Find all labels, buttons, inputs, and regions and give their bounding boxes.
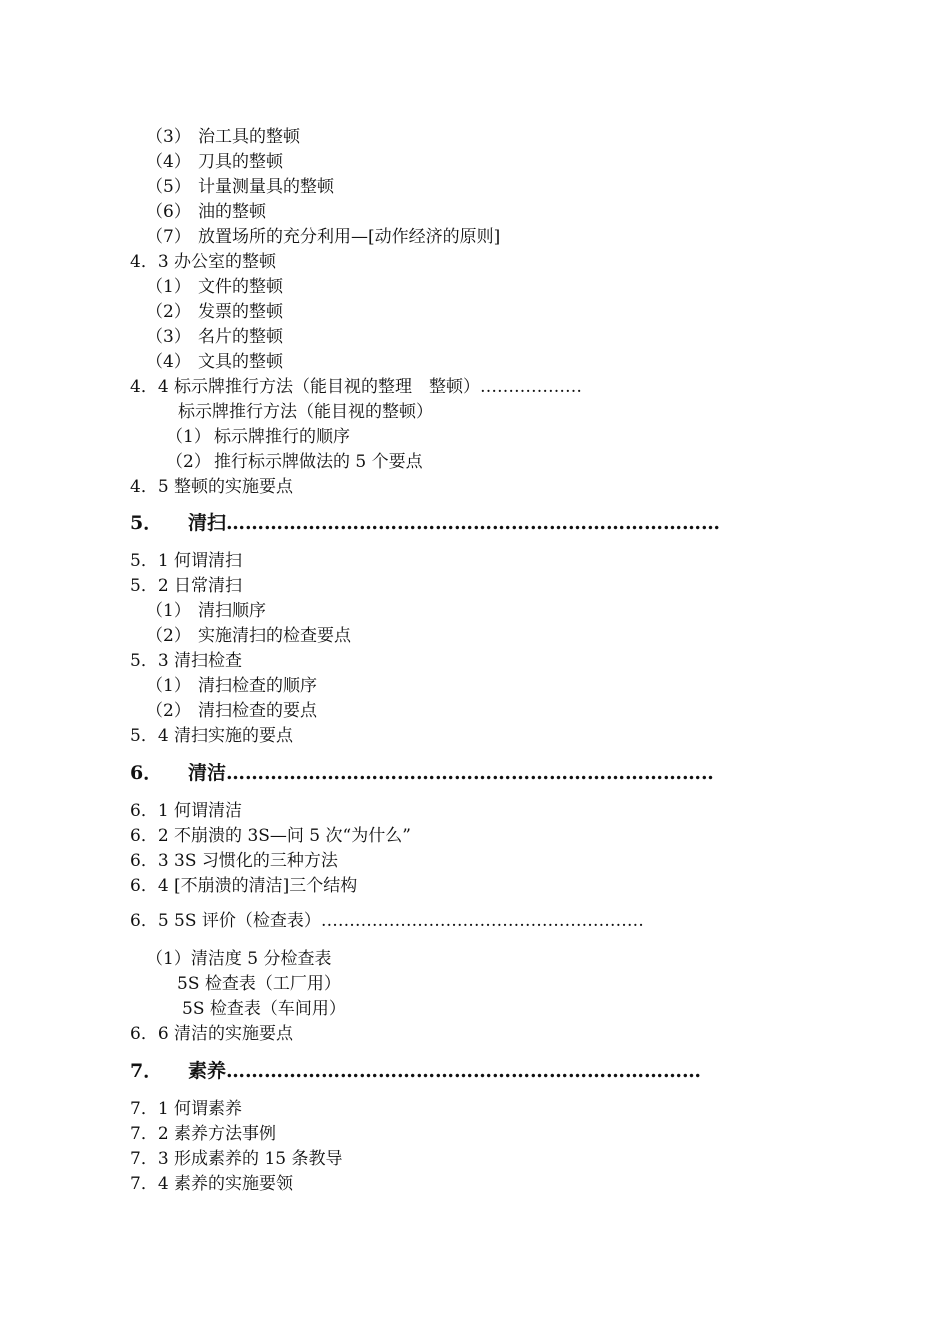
list-item — [146, 326, 283, 348]
item-mark: （6） — [146, 202, 191, 222]
toc-entry-4-3: 4．3 办公室的整顿 — [130, 252, 277, 272]
list-item — [166, 426, 350, 448]
toc-subentry: 标示牌推行方法（能目视的整顿） — [178, 402, 433, 422]
section-heading-6 — [130, 760, 714, 786]
toc-entry-7-2: 7．2 素养方法事例 — [130, 1124, 277, 1144]
toc-entry-6-4: 6．4 [不崩溃的清洁]三个结构 — [130, 876, 358, 896]
heading-number: 7． — [130, 1060, 163, 1082]
toc-entry-5-4: 5．4 清扫实施的要点 — [130, 726, 294, 746]
item-mark: （1） — [146, 601, 191, 621]
toc-entry-6-5: 6．5 5S 评价（检查表）………………………………………………… — [130, 911, 644, 931]
section-heading-7 — [130, 1058, 701, 1084]
toc-subentry: 5S 检查表（车间用） — [182, 999, 346, 1019]
item-mark: （7） — [146, 227, 191, 247]
list-item — [146, 226, 500, 248]
item-mark: （2） — [146, 701, 191, 721]
item-mark: （2） — [146, 302, 191, 322]
toc-entry-4-5: 4．5 整顿的实施要点 — [130, 477, 294, 497]
item-text: 名片的整顿 — [198, 327, 283, 347]
list-item — [146, 176, 334, 198]
item-mark: （2） — [146, 626, 191, 646]
item-mark: （2） — [166, 452, 211, 472]
item-mark: （4） — [146, 352, 191, 372]
toc-entry-6-1: 6．1 何谓清洁 — [130, 801, 243, 821]
toc-entry-6-2: 6．2 不崩溃的 3S—问 5 次“为什么” — [130, 826, 411, 846]
toc-subentry: 5S 检查表（工厂用） — [177, 974, 341, 994]
toc-subentry: （1）清洁度 5 分检查表 — [146, 949, 332, 969]
section-heading-5 — [130, 510, 720, 536]
heading-title: 清洁…………………………………………………………………‥ — [188, 762, 714, 784]
list-item — [146, 201, 266, 223]
item-text: 文件的整顿 — [198, 277, 283, 297]
list-item — [146, 700, 317, 722]
item-text: 标示牌推行的顺序 — [214, 427, 350, 447]
toc-entry-6-6: 6．6 清洁的实施要点 — [130, 1024, 294, 1044]
item-mark: （1） — [166, 427, 211, 447]
toc-entry-5-3: 5．3 清扫检查 — [130, 651, 243, 671]
item-text: 刀具的整顿 — [198, 152, 283, 172]
list-item — [146, 600, 266, 622]
item-text: 清扫顺序 — [198, 601, 266, 621]
toc-entry-5-2: 5．2 日常清扫 — [130, 576, 243, 596]
item-text: 放置场所的充分利用—[动作经济的原则] — [198, 227, 501, 247]
item-mark: （1） — [146, 277, 191, 297]
item-text: 计量测量具的整顿 — [198, 177, 334, 197]
item-mark: （5） — [146, 177, 191, 197]
list-item — [146, 675, 317, 697]
heading-number: 5． — [130, 512, 163, 534]
list-item — [166, 451, 423, 473]
item-mark: （1） — [146, 676, 191, 696]
item-mark: （3） — [146, 327, 191, 347]
item-mark: （4） — [146, 152, 191, 172]
heading-number: 6． — [130, 762, 163, 784]
item-text: 发票的整顿 — [198, 302, 283, 322]
item-text: 文具的整顿 — [198, 352, 283, 372]
toc-entry-7-4: 7．4 素养的实施要领 — [130, 1174, 294, 1194]
item-text: 治工具的整顿 — [198, 127, 300, 147]
item-mark: （3） — [146, 127, 191, 147]
toc-entry-4-4: 4．4 标示牌推行方法（能目视的整理 整顿）……………… — [130, 377, 583, 397]
item-text: 清扫检查的要点 — [198, 701, 317, 721]
list-item — [146, 276, 283, 298]
toc-entry-7-3: 7．3 形成素养的 15 条教导 — [130, 1149, 343, 1169]
list-item — [146, 301, 283, 323]
item-text: 实施清扫的检查要点 — [198, 626, 351, 646]
list-item — [146, 151, 283, 173]
toc-entry-7-1: 7．1 何谓素养 — [130, 1099, 243, 1119]
toc-entry-5-1: 5．1 何谓清扫 — [130, 551, 243, 571]
item-text: 油的整顿 — [198, 202, 266, 222]
heading-title: 素养………………………………………………………………… — [188, 1060, 702, 1082]
item-text: 清扫检查的顺序 — [198, 676, 317, 696]
heading-title: 清扫…………………………………………………………………… — [188, 512, 721, 534]
list-item — [146, 625, 351, 647]
toc-entry-6-3: 6．3 3S 习惯化的三种方法 — [130, 851, 338, 871]
item-text: 推行标示牌做法的 5 个要点 — [214, 452, 423, 472]
list-item — [146, 351, 283, 373]
list-item — [146, 126, 300, 148]
